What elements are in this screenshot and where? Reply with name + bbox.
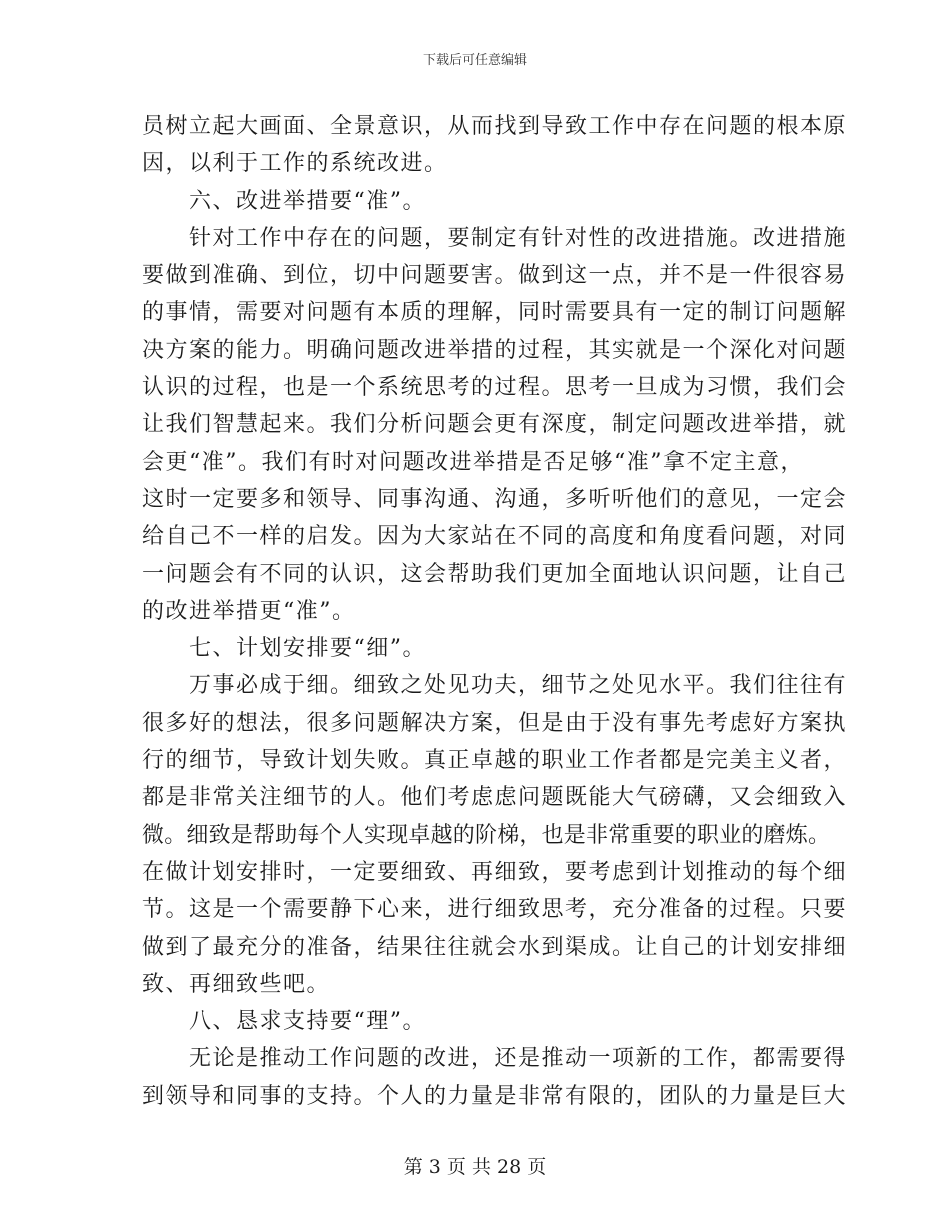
text-line: 会更“准”。我们有时对问题改进举措是否足够“准”拿不定主意， <box>142 449 804 475</box>
text-line: 做到了最充分的准备，结果往往就会水到渠成。让自己的计划安排细 <box>142 934 848 960</box>
text-line: 要做到准确、到位，切中问题要害。做到这一点，并不是一件很容易 <box>142 263 848 289</box>
text-line: 致、再细致些吧。 <box>142 971 331 997</box>
text-line: 给自己不一样的启发。因为大家站在不同的高度和角度看问题，对同 <box>142 524 848 550</box>
text-line: 决方案的能力。明确问题改进举措的过程，其实就是一个深化对问题 <box>142 337 848 363</box>
text-line: 微。细致是帮助每个人实现卓越的阶梯，也是非常重要的职业的磨炼。 <box>142 822 831 848</box>
document-body <box>142 108 848 1115</box>
text-line: 因，以利于工作的系统改进。 <box>142 151 448 177</box>
text-line: 这时一定要多和领导、同事沟通、沟通，多听听他们的意见，一定会 <box>142 486 848 512</box>
text-line: 让我们智慧起来。我们分析问题会更有深度，制定问题改进举措，就 <box>142 412 848 438</box>
text-line: 都是非常关注细节的人。他们考虑虑问题既能大气磅礴，又会细致入 <box>142 785 848 811</box>
page-number-footer: 第 3 页 共 28 页 <box>403 1156 547 1178</box>
page-header: 下载后可任意编辑 <box>422 53 527 68</box>
text-line: 很多好的想法，很多问题解决方案，但是由于没有事先考虑好方案执 <box>142 710 848 736</box>
text-line: 到领导和同事的支持。个人的力量是非常有限的，团队的力量是巨大 <box>142 1083 848 1109</box>
text-line: 的事情，需要对问题有本质的理解，同时需要具有一定的制订问题解 <box>142 300 848 326</box>
text-line: 员树立起大画面、全景意识，从而找到导致工作中存在问题的根本原 <box>142 114 848 139</box>
text-line: 在做计划安排时，一定要细致、再细致，要考虑到计划推动的每个细 <box>142 859 848 885</box>
text-line: 节。这是一个需要静下心来，进行细致思考，充分准备的过程。只要 <box>142 897 848 923</box>
text-line: 一问题会有不同的认识，这会帮助我们更加全面地认识问题，让自己 <box>142 561 848 587</box>
text-line: 万事必成于细。细致之处见功夫，细节之处见水平。我们往往有 <box>189 673 848 699</box>
section-heading: 八、恳求支持要“理”。 <box>189 1009 426 1035</box>
text-line: 的改进举措更“准”。 <box>142 598 356 624</box>
text-line: 无论是推动工作问题的改进，还是推动一项新的工作，都需要得 <box>189 1046 848 1072</box>
section-heading: 七、计划安排要“细”。 <box>189 636 426 662</box>
text-line: 行的细节，导致计划失败。真正卓越的职业工作者都是完美主义者， <box>142 748 848 774</box>
text-line: 认识的过程，也是一个系统思考的过程。思考一旦成为习惯，我们会 <box>142 375 848 401</box>
text-line: 针对工作中存在的问题，要制定有针对性的改进措施。改进措施 <box>189 225 848 251</box>
section-heading: 六、改进举措要“准”。 <box>189 188 426 214</box>
